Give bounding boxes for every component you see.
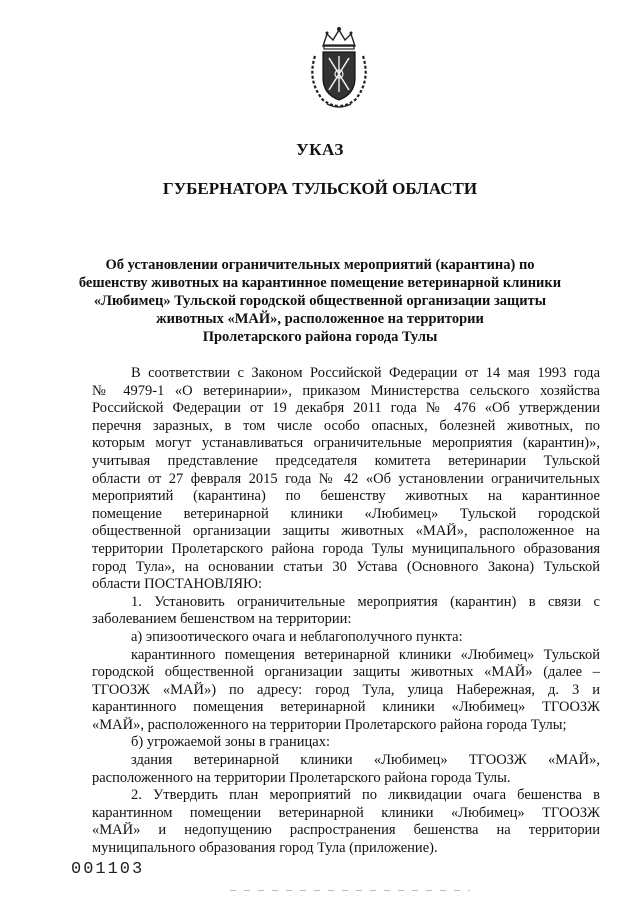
tula-region-coat-of-arms-icon: [301, 26, 377, 108]
body-line: которым могут устанавливаться ограничительные мероприятия (карантин)»,: [92, 435, 600, 452]
body-line: Российской Федерации от 19 декабря 2011 года № 476 «Об утверждении: [92, 400, 600, 417]
body-line: здания ветеринарной клиники «Любимец» ТГООЗЖ «МАЙ»,: [131, 752, 600, 769]
body-line: город Тула», на основании статьи 30 Устава (Основного Закона) Тульской: [92, 558, 600, 575]
body-line: расположенного на территории Пролетарского района города Тулы.: [92, 769, 511, 786]
body-line: карантинного помещения ветеринарной клиники «Любимец» Тульской: [131, 646, 600, 663]
title-line: Об установлении ограничительных мероприятий (карантина) по: [105, 257, 535, 273]
body-line: помещение ветеринарной клиники «Любимец» Тульской городской: [92, 505, 600, 522]
body-line: муниципального образования город Тула (приложение).: [92, 840, 438, 857]
body-line: «МАЙ» и недопущению распространения бешенства на территории: [92, 822, 600, 839]
title-line: бешенству животных на карантинное помещение ветеринарной клиники: [78, 275, 562, 291]
title-line: Пролетарского района города Тулы: [202, 329, 438, 345]
body-line: карантинном помещении ветеринарной клиники «Любимец» ТГООЗЖ: [92, 804, 600, 821]
document-title: [0, 256, 640, 346]
body-line: области ПОСТАНОВЛЯЮ:: [92, 576, 262, 593]
serial-number: 001103: [71, 860, 145, 879]
body-line: ТГООЗЖ «МАЙ») по адресу: город Тула, улица Набережная, д. 3 и: [92, 681, 600, 698]
body-line: «МАЙ», расположенного на территории Пролетарского района города Тулы;: [92, 716, 567, 733]
scan-artifact-line: [230, 889, 470, 892]
title-line: «Любимец» Тульской городской общественной организации защиты: [93, 293, 547, 309]
body-line: В соответствии с Законом Российской Федерации от 14 мая 1993 года: [131, 365, 600, 381]
issuer-heading: ГУБЕРНАТОРА ТУЛЬСКОЙ ОБЛАСТИ: [162, 179, 478, 198]
body-line: б) угрожаемой зоны в границах:: [131, 734, 330, 751]
body-line: области от 27 февраля 2015 года № 42 «Об установлении ограничительных: [92, 470, 600, 487]
body-line: заболеванием бешенством на территории:: [92, 611, 352, 628]
body-line: городской общественной организации защиты животных «МАЙ» (далее –: [92, 664, 600, 681]
body-line: карантинного помещения ветеринарной клиники «Любимец» ТГООЗЖ: [92, 699, 600, 716]
decree-body: [92, 365, 600, 858]
title-line: животных «МАЙ», расположенное на территории: [156, 311, 484, 327]
body-line: а) эпизоотического очага и неблагополучного пункта:: [131, 628, 463, 645]
body-line: 2. Утвердить план мероприятий по ликвидации очага бешенства в: [131, 787, 600, 804]
body-line: мероприятий (карантина) по бешенству животных на карантинное: [92, 488, 600, 505]
body-line: учитывая представление председателя комитета ветеринарии Тульской: [92, 452, 600, 469]
body-line: территории Пролетарского района города Тулы муниципального образования: [92, 540, 600, 557]
body-line: 1. Установить ограничительные мероприятия (карантин) в связи с: [131, 593, 600, 610]
body-line: № 4979-1 «О ветеринарии», приказом Министерства сельского хозяйства: [92, 382, 600, 399]
body-line: общественной организации защиты животных «МАЙ», расположенное на: [92, 523, 600, 540]
decree-heading: УКАЗ: [296, 140, 344, 159]
body-line: перечня заразных, в том числе особо опасных, болезней животных, по: [92, 417, 600, 434]
